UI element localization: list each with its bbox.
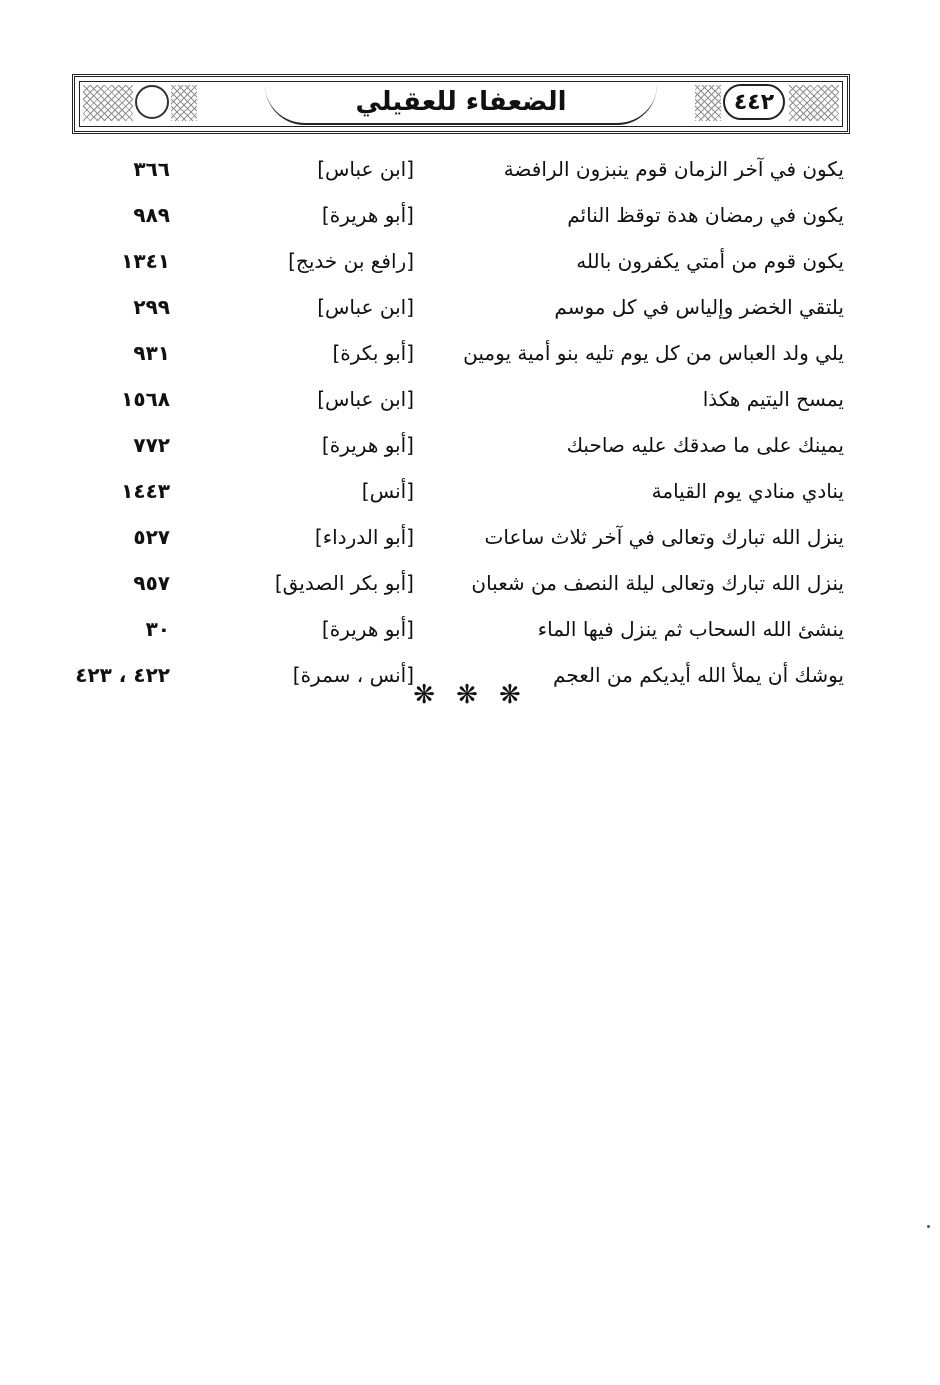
- scan-speck: [927, 1225, 930, 1228]
- index-row: [0, 242, 940, 288]
- reference-number: ٣٦٦: [133, 157, 170, 181]
- hadith-text: ينزل الله تبارك وتعالى ليلة النصف من شعبان: [471, 571, 844, 595]
- index-row: [0, 518, 940, 564]
- reference-number: ١٥٦٨: [121, 387, 170, 411]
- hadith-text: يلي ولد العباس من كل يوم تليه بنو أمية يومين: [463, 341, 844, 365]
- narrator-name: [ابن عباس]: [317, 157, 414, 181]
- header-seal-logo: [135, 85, 169, 119]
- reference-number: ٩٨٩: [133, 203, 170, 227]
- index-row: [0, 288, 940, 334]
- index-row: [0, 150, 940, 196]
- index-row: [0, 380, 940, 426]
- hadith-text: يكون في آخر الزمان قوم ينبزون الرافضة: [503, 157, 844, 181]
- page-header: [72, 74, 850, 134]
- reference-number: ١٤٤٣: [121, 479, 170, 503]
- narrator-name: [ابن عباس]: [317, 295, 414, 319]
- index-row: [0, 334, 940, 380]
- reference-number: ٥٢٧: [133, 525, 170, 549]
- header-ornament-left: [83, 85, 133, 121]
- narrator-name: [أنس ، سمرة]: [292, 663, 414, 687]
- header-ornament-right: [789, 85, 839, 121]
- book-title: الضعفاء للعقيلي: [265, 81, 657, 125]
- hadith-text: ينشئ الله السحاب ثم ينزل فيها الماء: [537, 617, 844, 641]
- reference-number: ٢٩٩: [133, 295, 170, 319]
- narrator-name: [رافع بن خديج]: [288, 249, 414, 273]
- narrator-name: [أبو هريرة]: [321, 203, 414, 227]
- reference-number: ٩٥٧: [133, 571, 170, 595]
- reference-number: ٧٧٢: [133, 433, 170, 457]
- narrator-name: [أنس]: [361, 479, 414, 503]
- hadith-text: ينادي منادي يوم القيامة: [651, 479, 844, 503]
- page-number: ٤٤٢: [723, 84, 785, 120]
- header-ornament-left-small: [171, 85, 197, 121]
- index-row: [0, 472, 940, 518]
- reference-number: ٩٣١: [133, 341, 170, 365]
- header-ornament-right-small: [695, 85, 721, 121]
- index-row: [0, 426, 940, 472]
- hadith-text: يلتقي الخضر وإلياس في كل موسم: [554, 295, 844, 319]
- narrator-name: [أبو هريرة]: [321, 433, 414, 457]
- hadith-text: يكون قوم من أمتي يكفرون بالله: [576, 249, 844, 273]
- narrator-name: [أبو الدرداء]: [314, 525, 414, 549]
- section-separator: ❋ ❋ ❋: [413, 680, 527, 710]
- index-row: [0, 610, 940, 656]
- reference-number: ١٣٤١: [121, 249, 170, 273]
- hadith-index-list: [0, 150, 940, 702]
- hadith-text: يوشك أن يملأ الله أيديكم من العجم: [553, 663, 844, 687]
- hadith-text: يمينك على ما صدقك عليه صاحبك: [566, 433, 844, 457]
- reference-number: ٤٢٢ ، ٤٢٣: [75, 663, 170, 687]
- narrator-name: [أبو بكر الصديق]: [274, 571, 414, 595]
- reference-number: ٣٠: [145, 617, 170, 641]
- hadith-text: ينزل الله تبارك وتعالى في آخر ثلاث ساعات: [484, 525, 844, 549]
- index-row: [0, 564, 940, 610]
- narrator-name: [أبو هريرة]: [321, 617, 414, 641]
- narrator-name: [أبو بكرة]: [332, 341, 414, 365]
- index-row: [0, 196, 940, 242]
- hadith-text: يمسح اليتيم هكذا: [702, 387, 844, 411]
- hadith-text: يكون في رمضان هدة توقظ النائم: [567, 203, 844, 227]
- narrator-name: [ابن عباس]: [317, 387, 414, 411]
